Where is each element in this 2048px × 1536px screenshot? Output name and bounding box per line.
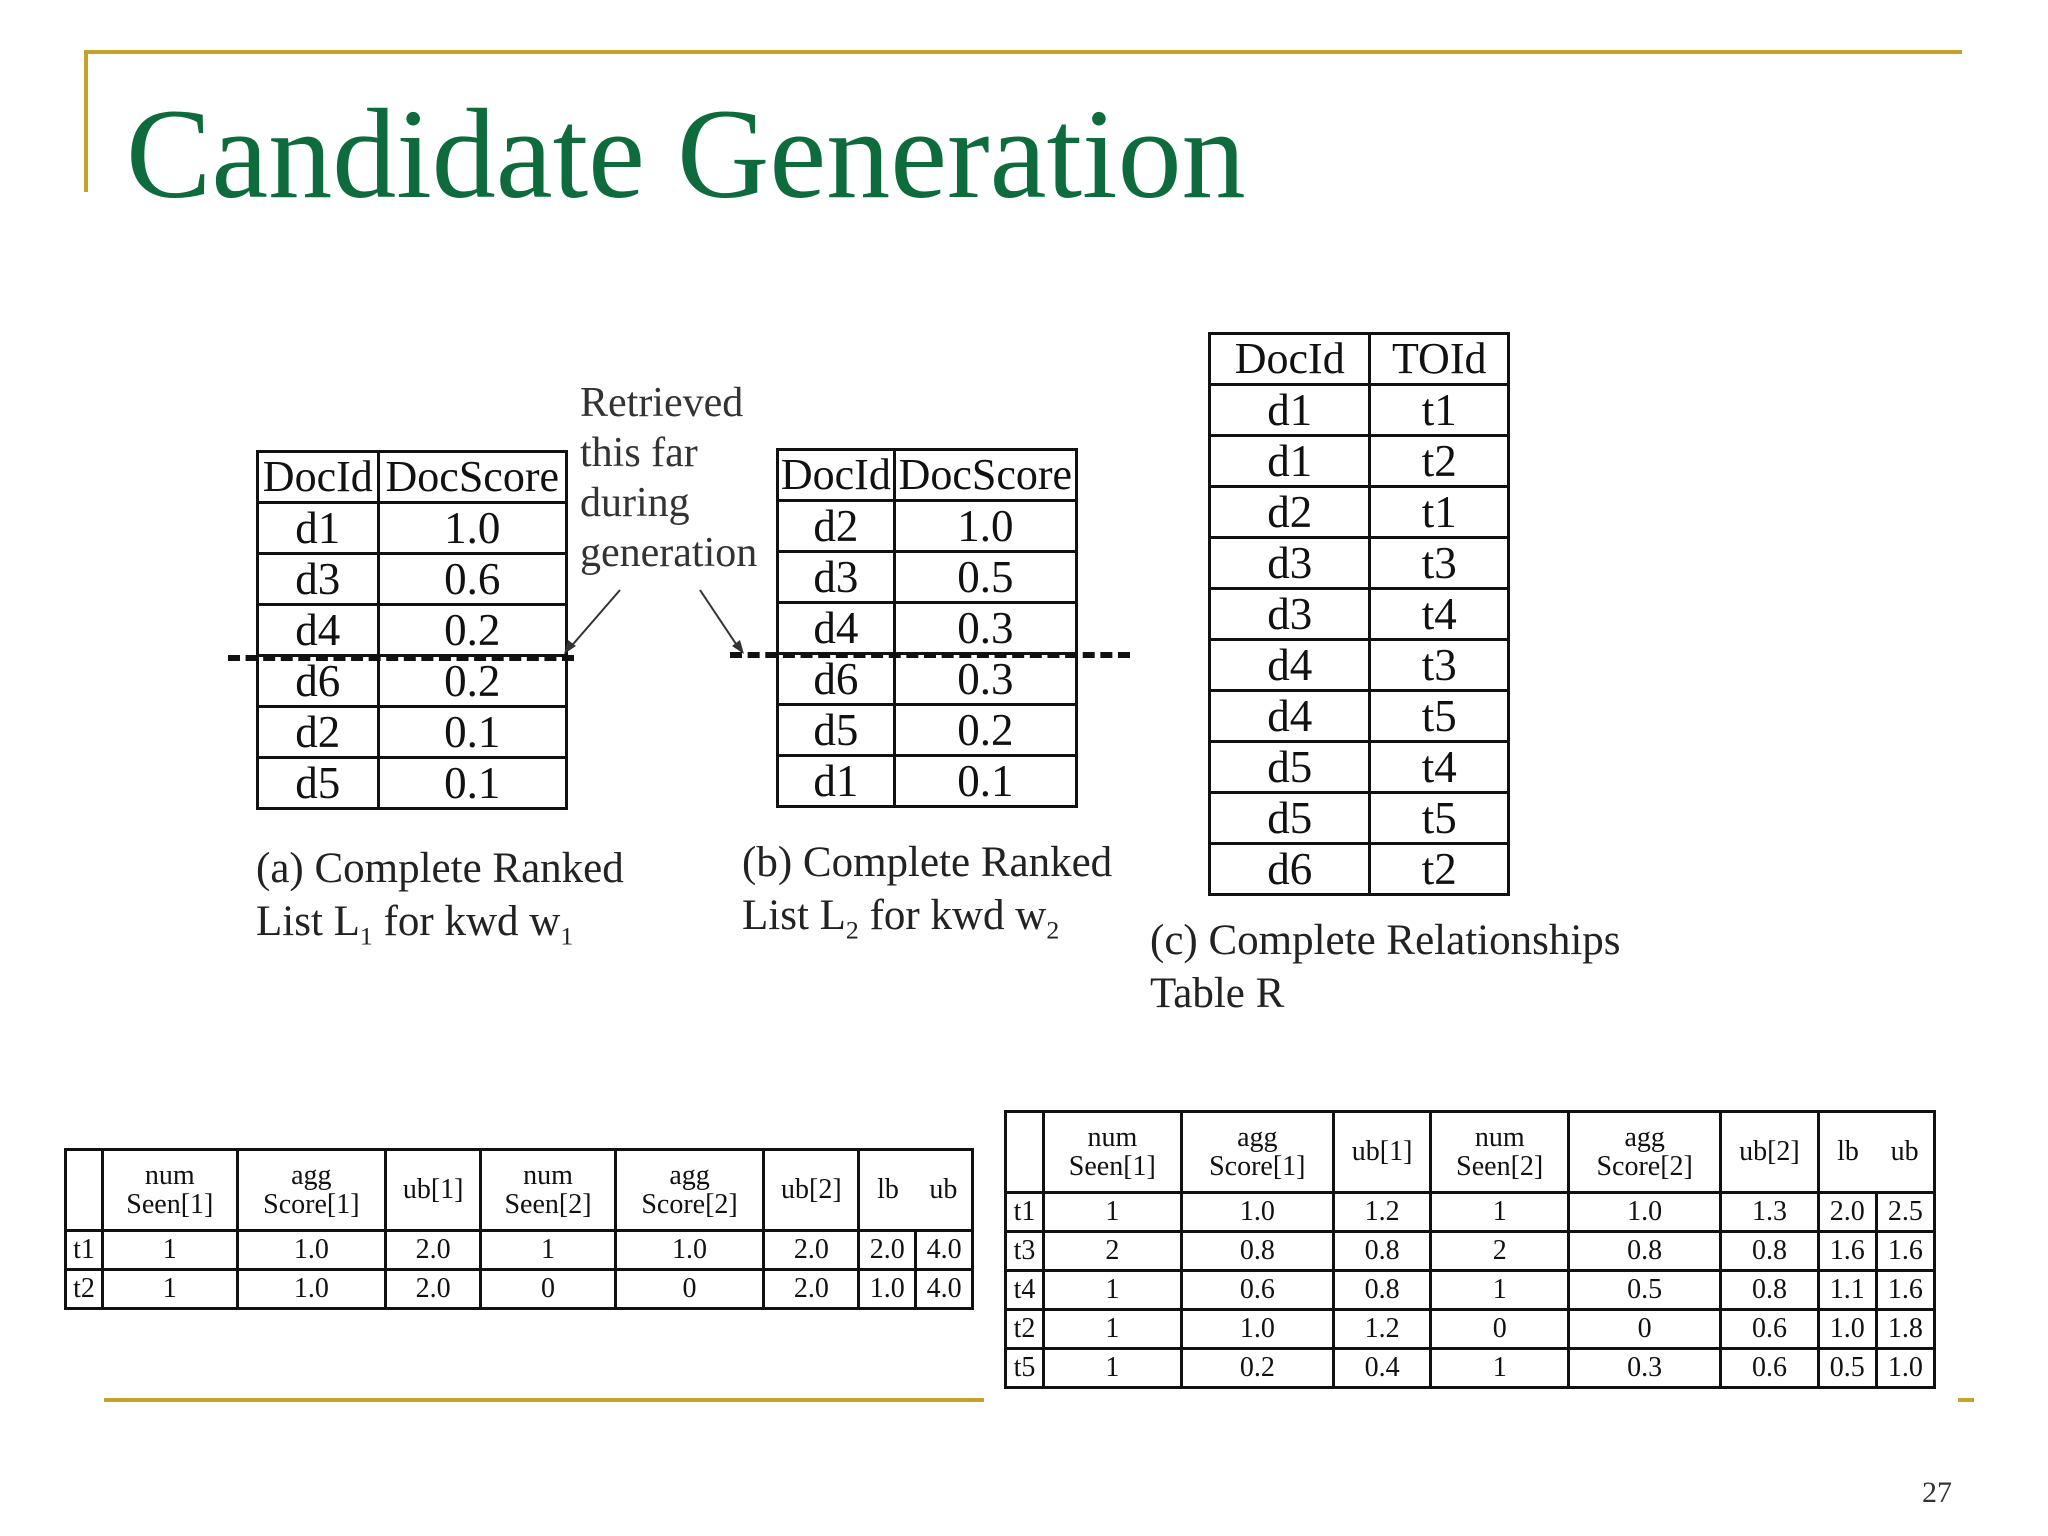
table-cell: d4 <box>258 605 379 656</box>
note-line: generation <box>580 530 758 576</box>
table-cell: 1.0 <box>1569 1193 1721 1232</box>
table-row <box>778 603 1077 654</box>
caption-line: (c) Complete Relationships <box>1150 917 1621 964</box>
table-cell: 1.0 <box>615 1231 764 1270</box>
table-cell: 2.0 <box>1818 1193 1876 1232</box>
header-cell: ub[2] <box>764 1150 859 1231</box>
note-line: Retrieved <box>580 380 744 426</box>
table-cell: d1 <box>1210 436 1370 487</box>
table-row <box>258 554 567 605</box>
table-header-row <box>66 1150 973 1231</box>
table-cell: t3 <box>1370 538 1509 589</box>
caption-text: for kwd w <box>372 898 561 945</box>
table-cell: 0.8 <box>1721 1232 1818 1271</box>
table-cell: 0.1 <box>894 756 1076 807</box>
bottom-rule-end <box>1958 1398 1974 1402</box>
table-cell: t5 <box>1006 1349 1044 1388</box>
table-cell: 0 <box>1431 1310 1569 1349</box>
caption-line: Table R <box>1150 970 1285 1017</box>
header-cell: num Seen[2] <box>481 1150 616 1231</box>
table-cell: t5 <box>1370 691 1509 742</box>
table-row <box>1006 1193 1935 1232</box>
table-cell: 0.1 <box>378 758 566 809</box>
caption-subscript: 1 <box>560 921 574 951</box>
table-cell: 0.5 <box>1818 1349 1876 1388</box>
candidate-table-1 <box>64 1148 974 1310</box>
table-cell: 1 <box>1043 1271 1181 1310</box>
table-cell: 1 <box>103 1270 238 1309</box>
header-cell <box>1006 1112 1044 1193</box>
table-cell: 1.2 <box>1333 1310 1430 1349</box>
table-cell: 0.6 <box>1181 1271 1333 1310</box>
table-row <box>1006 1271 1935 1310</box>
table-row <box>1006 1349 1935 1388</box>
table-row <box>258 758 567 809</box>
table-row <box>66 1231 973 1270</box>
relationships-table <box>1208 332 1510 896</box>
table-cell: 0.6 <box>1721 1310 1818 1349</box>
table-cell: 0 <box>1569 1310 1721 1349</box>
caption-line <box>742 889 1112 957</box>
table-cell: d4 <box>1210 691 1370 742</box>
table-cell: d3 <box>258 554 379 605</box>
caption-line: (a) Complete Ranked <box>256 845 624 892</box>
caption-text: List L <box>256 898 360 945</box>
table-cell: 1.1 <box>1818 1271 1876 1310</box>
table-cell: 1 <box>1431 1193 1569 1232</box>
header-cell: num Seen[1] <box>103 1150 238 1231</box>
table-cell: 0.6 <box>1721 1349 1818 1388</box>
caption-text: for kwd w <box>858 892 1047 939</box>
left-rule <box>84 50 88 192</box>
table-row <box>258 656 567 707</box>
table-row <box>1210 844 1509 895</box>
table-cell: 1.0 <box>1181 1193 1333 1232</box>
table-cell: 1.6 <box>1876 1271 1934 1310</box>
table-cell: d3 <box>1210 538 1370 589</box>
table-cell: 0.3 <box>1569 1349 1721 1388</box>
table-cell: t4 <box>1370 742 1509 793</box>
caption-line <box>256 895 624 963</box>
caption-subscript: 2 <box>1046 915 1060 945</box>
header-cell: ub[1] <box>1333 1112 1430 1193</box>
top-rule <box>84 50 1962 54</box>
table-cell: t3 <box>1370 640 1509 691</box>
table-row <box>1210 742 1509 793</box>
table-row <box>258 707 567 758</box>
table-row <box>1210 793 1509 844</box>
header-cell: DocId <box>258 452 379 503</box>
table-cell: d1 <box>778 756 895 807</box>
table-header-row <box>1006 1112 1935 1193</box>
table-cell: 0.2 <box>894 705 1076 756</box>
table-cell: 0.1 <box>378 707 566 758</box>
table-cell: 0.6 <box>378 554 566 605</box>
table-cell: 1.0 <box>378 503 566 554</box>
table-cell: t1 <box>1370 385 1509 436</box>
table-row <box>66 1270 973 1309</box>
table-row <box>1210 640 1509 691</box>
note-line: this far <box>580 430 698 476</box>
note-line: during <box>580 480 690 526</box>
header-cell: lb <box>1818 1112 1876 1193</box>
header-cell: num Seen[2] <box>1431 1112 1569 1193</box>
table-cell: t4 <box>1370 589 1509 640</box>
header-cell: ub[1] <box>386 1150 481 1231</box>
header-cell: num Seen[1] <box>1043 1112 1181 1193</box>
table-cell: 2.0 <box>764 1231 859 1270</box>
table-cell: d1 <box>1210 385 1370 436</box>
table-cell: 1 <box>1043 1349 1181 1388</box>
bottom-rule <box>104 1398 984 1402</box>
table-row <box>1006 1232 1935 1271</box>
table-row <box>778 654 1077 705</box>
table-cell: t2 <box>1370 844 1509 895</box>
table-cell: 0.8 <box>1569 1232 1721 1271</box>
table-cell: 0 <box>481 1270 616 1309</box>
table-cell: 0.8 <box>1181 1232 1333 1271</box>
caption-text: List L <box>742 892 846 939</box>
header-cell: ub <box>916 1150 973 1231</box>
table-cell: 2.0 <box>859 1231 916 1270</box>
table-cell: d6 <box>778 654 895 705</box>
header-cell: lb <box>859 1150 916 1231</box>
table-header-row <box>778 450 1077 501</box>
header-cell: agg Score[2] <box>1569 1112 1721 1193</box>
header-cell: DocId <box>778 450 895 501</box>
table-cell: d4 <box>778 603 895 654</box>
table-cell: 0 <box>615 1270 764 1309</box>
table-cell: 1.6 <box>1876 1232 1934 1271</box>
header-cell: ub[2] <box>1721 1112 1818 1193</box>
table-row <box>258 605 567 656</box>
table-cell: 1.0 <box>859 1270 916 1309</box>
table-cell: t5 <box>1370 793 1509 844</box>
note-arrows <box>560 580 760 660</box>
table-cell: 1 <box>1431 1349 1569 1388</box>
table-row <box>1006 1310 1935 1349</box>
table-cell: 2.0 <box>386 1231 481 1270</box>
table-cell: t4 <box>1006 1271 1044 1310</box>
table-cell: 1 <box>1043 1193 1181 1232</box>
header-cell: agg Score[2] <box>615 1150 764 1231</box>
table-cell: d5 <box>1210 793 1370 844</box>
table-cell: t1 <box>66 1231 103 1270</box>
table-row <box>1210 589 1509 640</box>
table-row <box>1210 691 1509 742</box>
caption-subscript: 1 <box>359 921 373 951</box>
table-cell: 1 <box>1431 1271 1569 1310</box>
ranked-list-1-caption <box>256 842 624 963</box>
table-cell: 0.3 <box>894 654 1076 705</box>
header-cell: DocScore <box>894 450 1076 501</box>
header-cell <box>66 1150 103 1231</box>
table-cell: 2 <box>1043 1232 1181 1271</box>
table-cell: 1.3 <box>1721 1193 1818 1232</box>
table-cell: d5 <box>778 705 895 756</box>
table-cell: 0.8 <box>1721 1271 1818 1310</box>
table-cell: 1.2 <box>1333 1193 1430 1232</box>
table-cell: 0.2 <box>378 605 566 656</box>
header-cell: TOId <box>1370 334 1509 385</box>
table-cell: d6 <box>258 656 379 707</box>
table-cell: 0.2 <box>378 656 566 707</box>
table-cell: 1 <box>481 1231 616 1270</box>
header-cell: DocScore <box>378 452 566 503</box>
table-cell: 1.0 <box>237 1270 386 1309</box>
table-cell: 1.0 <box>894 501 1076 552</box>
table-cell: 2.5 <box>1876 1193 1934 1232</box>
slide-title: Candidate Generation <box>126 83 1246 225</box>
table-cell: 1.6 <box>1818 1232 1876 1271</box>
table-row <box>778 552 1077 603</box>
ranked-list-1-table <box>256 450 568 810</box>
table-row <box>1210 538 1509 589</box>
table-cell: 4.0 <box>916 1270 973 1309</box>
table-cell: d5 <box>1210 742 1370 793</box>
table-cell: 0.4 <box>1333 1349 1430 1388</box>
caption-subscript: 2 <box>845 915 859 945</box>
table-cell: 4.0 <box>916 1231 973 1270</box>
table-cell: d2 <box>1210 487 1370 538</box>
table-cell: 0.3 <box>894 603 1076 654</box>
cutoff-line-1 <box>228 655 574 661</box>
caption-line: (b) Complete Ranked <box>742 839 1113 886</box>
table-cell: 0.8 <box>1333 1232 1430 1271</box>
table-row <box>1210 487 1509 538</box>
table-cell: d3 <box>1210 589 1370 640</box>
table-cell: 1.0 <box>1818 1310 1876 1349</box>
table-cell: 2.0 <box>764 1270 859 1309</box>
table-row <box>258 503 567 554</box>
table-header-row <box>1210 334 1509 385</box>
header-cell: ub <box>1876 1112 1934 1193</box>
table-row <box>1210 385 1509 436</box>
table-cell: t2 <box>66 1270 103 1309</box>
candidate-table-2 <box>1004 1110 1936 1389</box>
relationships-caption <box>1150 914 1621 1020</box>
table-cell: d5 <box>258 758 379 809</box>
table-cell: 0.8 <box>1333 1271 1430 1310</box>
table-cell: d2 <box>778 501 895 552</box>
page-number: 27 <box>1922 1476 1952 1509</box>
ranked-list-2-caption <box>742 836 1112 957</box>
table-cell: 0.5 <box>1569 1271 1721 1310</box>
table-cell: 1.0 <box>1876 1349 1934 1388</box>
table-cell: 2.0 <box>386 1270 481 1309</box>
table-row <box>778 705 1077 756</box>
ranked-list-2-table <box>776 448 1078 808</box>
table-cell: t1 <box>1370 487 1509 538</box>
table-cell: d6 <box>1210 844 1370 895</box>
table-cell: 1 <box>1043 1310 1181 1349</box>
table-cell: t2 <box>1370 436 1509 487</box>
retrieved-note <box>580 378 757 578</box>
table-cell: 1.0 <box>1181 1310 1333 1349</box>
table-cell: t2 <box>1006 1310 1044 1349</box>
table-cell: d4 <box>1210 640 1370 691</box>
header-cell: DocId <box>1210 334 1370 385</box>
table-cell: d1 <box>258 503 379 554</box>
table-cell: 0.2 <box>1181 1349 1333 1388</box>
cutoff-line-2 <box>730 652 1130 658</box>
table-cell: d2 <box>258 707 379 758</box>
table-cell: 2 <box>1431 1232 1569 1271</box>
table-cell: 0.5 <box>894 552 1076 603</box>
header-cell: agg Score[1] <box>1181 1112 1333 1193</box>
table-row <box>1210 436 1509 487</box>
table-cell: d3 <box>778 552 895 603</box>
table-row <box>778 756 1077 807</box>
table-row <box>778 501 1077 552</box>
header-cell: agg Score[1] <box>237 1150 386 1231</box>
table-cell: 1.8 <box>1876 1310 1934 1349</box>
table-header-row <box>258 452 567 503</box>
table-cell: t3 <box>1006 1232 1044 1271</box>
table-cell: 1 <box>103 1231 238 1270</box>
table-cell: t1 <box>1006 1193 1044 1232</box>
table-cell: 1.0 <box>237 1231 386 1270</box>
